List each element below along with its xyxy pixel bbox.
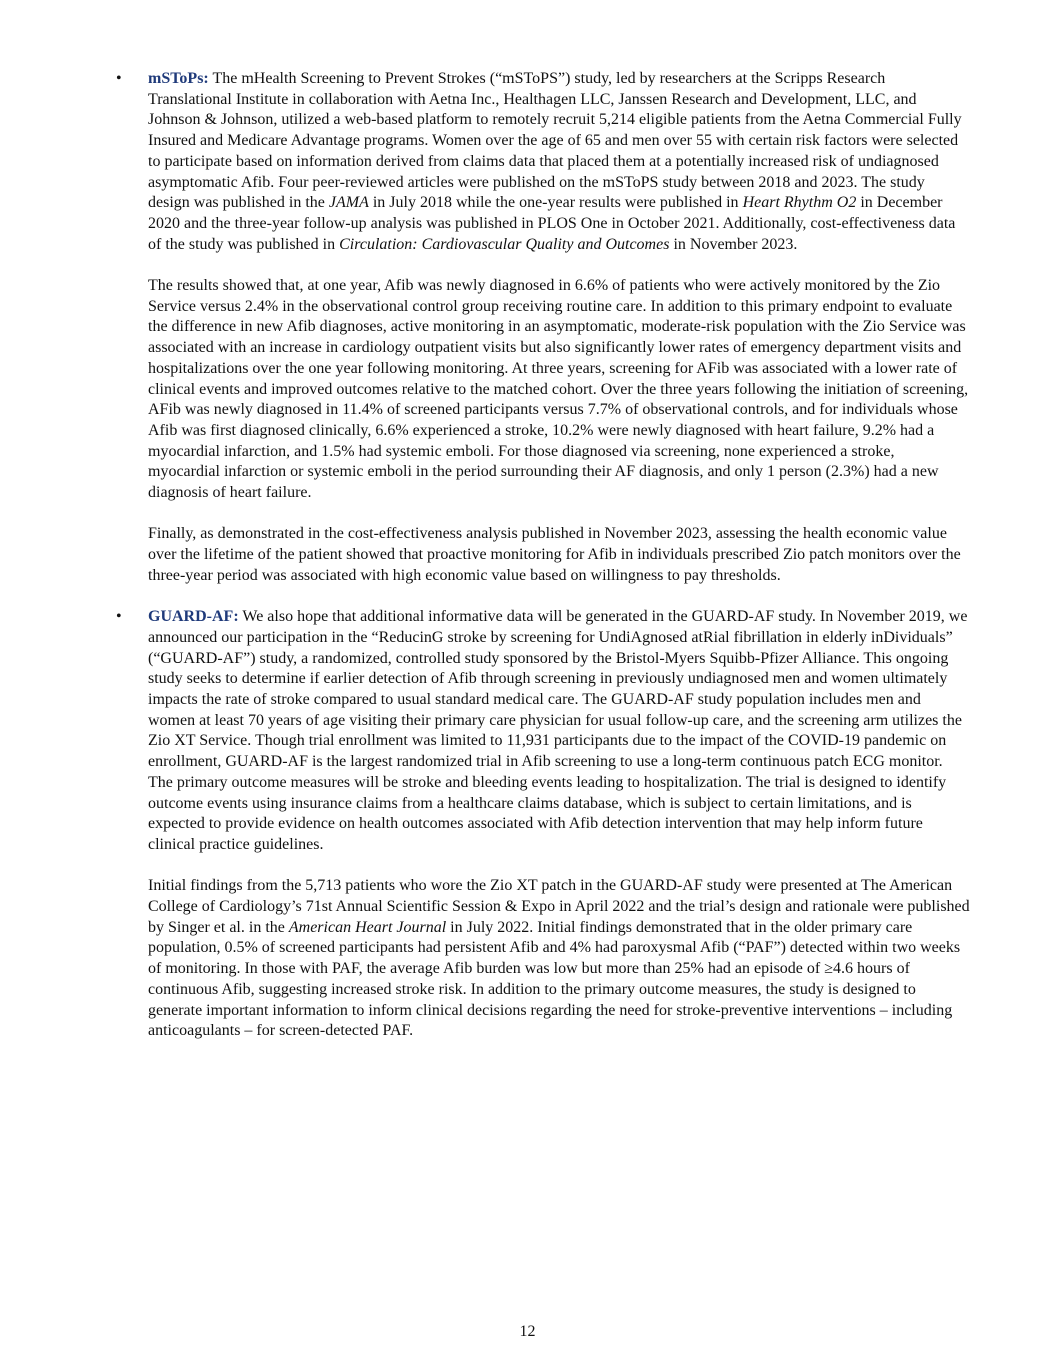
document-body — [0, 69, 1055, 1042]
bullet-icon: • — [116, 70, 122, 87]
paragraph — [148, 607, 970, 855]
page-number: 12 — [519, 1323, 536, 1340]
text-run: Finally, as demonstrated in the cost-effectiveness analysis published in November 2023, assessing the health economic value over the lifetime of the patient showed that proactive monitoring for Afib in individuals prescribed Zio patch monitors over the three-year period was associated with high economic value based on willingness to pay thresholds. — [148, 525, 961, 584]
text-run: in July 2022. Initial findings demonstrated that in the older primary care population, 0.5% of screened participants had persistent Afib and 4% had paroxysmal Afib (“PAF”) detected within two weeks of monitoring. In those with PAF, the average Afib burden was low but more than 25% had an episode of ≥4.6 hours of continuous Afib, suggesting increased stroke risk. In addition to the primary outcome measures, the study is designed to generate important information to inform clinical decisions regarding the need for stroke-preventive interventions – including anticoagulants – for screen-detected PAF. — [148, 918, 961, 1040]
text-run: The mHealth Screening to Prevent Strokes (“mSToPS”) study, led by researchers at the Scripps Research Translational Institute in collaboration with Aetna Inc., Healthagen LLC, Janssen Research and Development, LLC, and Johnson & Johnson, utilized a web-based platform to remotely recruit 5,214 eligible patients from the Aetna Commercial Fully Insured and Medicare Advantage programs. Women over the age of 65 and men over 55 with certain risk factors were selected to participate based on information derived from claims data that placed them at a potentially increased risk of undiagnosed asymptomatic Afib. Four peer-reviewed articles were published on the mSToPS study between 2018 and 2023. The study design was published in the — [148, 70, 962, 212]
text-run: in July 2018 while the one-year results were published in — [368, 194, 743, 212]
bullet-item-guard-af — [116, 607, 970, 1042]
section-term: mSToPs: — [148, 70, 209, 87]
text-run: in November 2023. — [669, 235, 798, 253]
paragraph — [148, 69, 970, 255]
paragraph — [148, 876, 970, 1042]
text-run: in December 2020 and the three-year follow-up analysis was published in PLOS One in October 2021. Additionally, cost-effectiveness data of the study was published in — [148, 194, 956, 253]
bullet-item-mstops — [116, 69, 970, 587]
italic-run: American Heart Journal — [288, 918, 447, 936]
bullet-icon: • — [116, 608, 122, 626]
section-term: GUARD-AF: — [148, 608, 239, 626]
italic-run: Heart Rhythm O2 — [742, 194, 857, 212]
text-run: We also hope that additional informative data will be generated in the GUARD-AF study. In November 2019, we announced our participation in the “ReducinG stroke by screening for UndiAgnosed atRial fibrillation in elderly inDividuals” (“GUARD-AF”) study, a randomized, controlled study sponsored by the Bristol-Myers Squibb-Pfizer Alliance. This ongoing study seeks to determine if earlier detection of Afib through screening in previously undiagnosed men and women ultimately impacts the rate of stroke compared to usual standard medical care. The GUARD-AF study population includes men and women at least 70 years of age visiting their primary care physician for usual follow-up care, and the screening arm utilizes the Zio XT Service. Though trial enrollment was limited to 11,931 participants due to the impact of the COVID-19 pandemic on enrollment, GUARD-AF is the largest randomized trial in Afib screening to use a long-term continuous patch ECG monitor. The primary outcome measures will be stroke and bleeding events leading to hospitalization. The trial is designed to identify outcome events using insurance claims from a healthcare claims database, which is subject to certain limitations, and is expected to provide evidence on health outcomes associated with Afib detection intervention that may help inform future clinical practice guidelines. — [148, 608, 968, 853]
paragraph — [148, 524, 970, 586]
text-run: The results showed that, at one year, Afib was newly diagnosed in 6.6% of patients who were actively monitored by the Zio Service versus 2.4% in the observational control group receiving routine care. In addition to this primary endpoint to evaluate the difference in new Afib diagnoses, active monitoring in an asymptomatic, moderate-risk population with the Zio Service was associated with an increase in cardiology outpatient visits but also significantly lower rates of emergency department visits and hospitalizations over the one year following monitoring. At three years, screening for AFib was associated with a lower rate of clinical events and improved outcomes relative to the matched cohort. Over the three years following the initiation of screening, AFib was newly diagnosed in 11.4% of screened participants versus 7.7% of observational controls, and for individuals whose Afib was first diagnosed clinically, 6.6% experienced a stroke, 10.2% were newly diagnosed with heart failure, 9.2% had a myocardial infarction, and 1.5% had systemic emboli. For those diagnosed via screening, none experienced a stroke, myocardial infarction or systemic emboli in the period surrounding their AF diagnosis, and only 1 person (2.3%) had a new diagnosis of heart failure. — [148, 277, 969, 502]
text-run: Initial findings from the 5,713 patients who wore the Zio XT patch in the GUARD-AF study were presented at The American College of Cardiology’s 71st Annual Scientific Session & Expo in April 2022 and the trial’s design and rationale were published by Singer et al. in the — [148, 877, 970, 936]
italic-run: Circulation: Cardiovascular Quality and Outcomes — [339, 235, 670, 253]
paragraph — [148, 276, 970, 504]
italic-run: JAMA — [328, 194, 369, 212]
